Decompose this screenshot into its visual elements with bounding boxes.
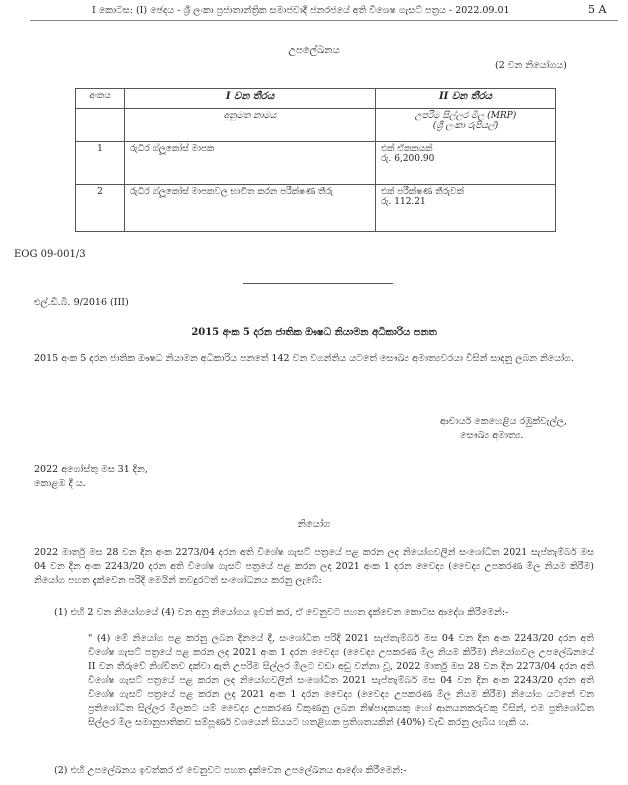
mrp-header-line2: (ශ්‍රී ලංකා රුපියල්) [432,121,499,131]
signatory-name: ආචාර්ය කෙහෙළිය රඹුක්වැල්ල, [440,416,568,427]
row-name: රුධිර ග්ලූකෝස් මාපකවල භාවිත කරන පරීක්ෂණ තීරු [125,185,376,232]
date-block [34,463,148,491]
notice-body: 2015 අංක 5 දරන ජාතික ඖෂධ නියාමන අධිකාරිය පනතේ 142 වන වගන්තිය යටතේ සෞඛ්‍ය අමාත්‍යවරයා විසින් සාදනු ලබන නියෝග. [34,353,574,364]
header-text: I කොටස: (I) ඡෙදය - ශ්‍රී ලංකා ප්‍රජාතාන්ත්‍රික සමාජවාදී ජනරජයේ අති විශෙෂ ගැසට් පත්‍රය - 2022.09.01 [92,5,510,16]
header-rule [30,20,618,21]
row-unit: එක් ඒකකයක් [381,144,433,154]
place-line: කොළඹ දී ය. [34,478,86,489]
row-price: රු. 6,200.90 [381,154,435,164]
regulation-item-2: (2) එහි උපලේඛනය ඉවත්කර ඒ වෙනුවට පහත දැක්වෙන උපලේඛනය ආදේශ කිරීමෙන්:- [54,765,407,776]
table-row [76,185,556,232]
row-unit: එක් පරීක්ෂණ තීරුවක් [381,187,464,197]
schedule-order-ref: (2 වන නියෝගය) [495,60,567,71]
page-number: 5 A [588,3,607,16]
schedule-title: උපලේඛනය [288,45,340,56]
eog-reference: EOG 09-001/3 [14,249,86,260]
gazette-header [0,0,628,20]
table-row [76,142,556,185]
regulation-item-1: (1) එහි 2 වන නියෝගයේ (4) වන අනු නියෝගය ඉවත් කර, ඒ වෙනුවට පහත දැක්වෙන කොටස ආදේශ කිරීමෙන්:- [54,607,509,618]
signatory-title: සෞඛ්‍ය අමාත්‍ය. [460,430,524,441]
row-price-cell [376,142,556,185]
section-separator [243,283,393,284]
regulations-title: නියෝග [297,519,331,530]
approved-name-header: අනුමත නාමය [125,109,376,142]
col-number-header: අංකය [76,89,125,109]
col-1-header: I වන තීරය [125,89,376,109]
table-header-row [76,89,556,109]
row-number: 2 [76,185,125,232]
file-reference: එල්.ඩී.බී. 9/2016 (III) [34,297,129,308]
table-subheader-row [76,109,556,142]
date-line: 2022 අගෝස්තු මස 31 දින, [34,464,148,475]
schedule-table [75,88,556,232]
row-number: 1 [76,142,125,185]
mrp-header-line1: උපරිම සිල්ලර මිල (MRP) [414,111,517,121]
col-2-header: II වන තීරය [376,89,556,109]
regulation-quote: " (4) මේ නියෝග පළ කරනු ලබන දිනයේ දී, සංශෝධිත පරිදි 2021 සැප්තැම්බර් මස 04 වන දින අංක 2243/20 දරන අති විශේෂ ගැසට් පත්‍රයේ පළ කරන ලද 2021 අංක 1 දරන වෛද්‍ය (වෛද්‍ය උපකරණ මිල නියම කිරීම) නියෝගවල උපලේඛනයේ II වන තීරුවේ නිශ්චිතව දක්වා ඇති උපරිම සිල්ලර මිලට වඩා අඩු වන්නා වූ, 2022 මාර්තු මස 28 වන දින 2273/04 දරන අති විශේෂ ගැසට් පත්‍රයේ පළ කරන ලද නියෝගවලින් සංශෝධිත 2021 සැප්තැම්බර් මස 04 වන දින අංක 2243/20 දරන අති විශේෂ ගැසට් පත්‍රයේ පළ කරන ලද 2021 අංක 1 දරන වෛද්‍ය (වෛද්‍ය උපකරණ මිල නියම කිරීම) නියෝග යටතේ වන ප්‍රතිශෝධිත සිල්ලර මිලකට යම් වෛද්‍ය උපකරණ විකුණනු ලබන නිෂ්පාදකයකු හෝ ආනයනකරුවකු විසින්, එම ප්‍රතිශෝධිත සිල්ලර මිල සමානුපාතිකව සම්පූර්ණ වශයෙන් සියයට හතළිහක ප්‍රතිශතයකින් (40%) වැඩි කරනු ලැබිය හැකි ය. [88,633,594,728]
row-price-cell [376,185,556,232]
row-name: රුධිර ග්ලූකෝස් මාපක [125,142,376,185]
signature-block [440,415,567,443]
regulations-intro: 2022 මාර්තු මස 28 වන දින අංක 2273/04 දරන අති විශේෂ ගැසට් පත්‍රයේ පළ කරන ලද නියෝගවලින් සංශෝධිත 2021 සැප්තැම්බර් මස 04 වන දින අංක 2243/20 දරන අති විශේෂ ගැසට් පත්‍රයේ පළ කරන ලද 2021 අංක 1 දරන වෛද්‍ය (වෛද්‍ය උපකරණ මිල නියම කිරීම) නියෝග පහත දැක්වෙන පරිදි මෙයින් තවදුරටත් සංශෝධනය කරනු ලැබේ: [34,547,595,586]
row-price: රු. 112.21 [381,197,426,207]
notice-title: 2015 අංක 5 දරන ජාතික ඖෂධ නියාමන අධිකාරිය පනත [191,327,437,338]
mrp-header [376,109,556,142]
